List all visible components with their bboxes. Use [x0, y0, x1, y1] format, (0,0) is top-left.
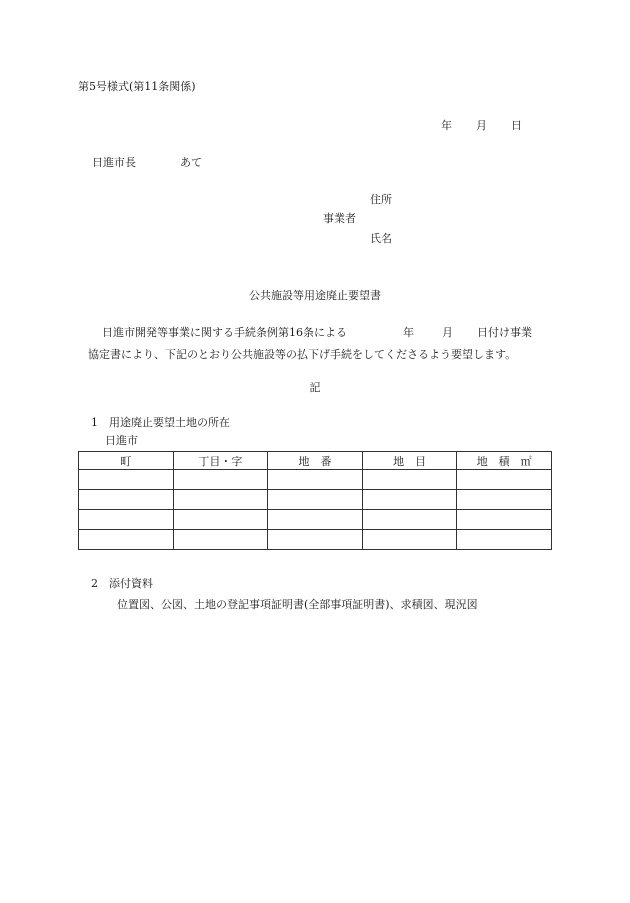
land-table — [78, 451, 552, 550]
table-cell[interactable] — [457, 470, 552, 490]
table-cell[interactable] — [79, 490, 174, 510]
ki-heading: 記 — [309, 381, 321, 394]
address-label: 住所 — [370, 193, 392, 206]
header-chome: 丁目・字 — [173, 452, 268, 470]
header-land-area: 地 積 ㎡ — [457, 452, 552, 470]
table-cell[interactable] — [362, 490, 457, 510]
section-1-heading: 1 用途廃止要望土地の所在 — [91, 416, 230, 429]
table-cell[interactable] — [362, 510, 457, 530]
table-cell[interactable] — [457, 510, 552, 530]
table-cell[interactable] — [362, 530, 457, 550]
table-header-row — [79, 452, 552, 470]
date-line — [441, 119, 522, 133]
table-cell[interactable] — [362, 470, 457, 490]
date-month: 月 — [476, 119, 487, 132]
table-cell[interactable] — [268, 470, 363, 490]
table-cell[interactable] — [457, 530, 552, 550]
addressee-name: 日進市長 — [92, 156, 136, 169]
table-cell[interactable] — [173, 530, 268, 550]
table-cell[interactable] — [268, 530, 363, 550]
table-cell[interactable] — [457, 490, 552, 510]
section-2-heading: 2 添付資料 — [91, 577, 153, 590]
body-text — [88, 322, 532, 366]
header-land-category: 地 目 — [362, 452, 457, 470]
table-cell[interactable] — [268, 490, 363, 510]
table-cell[interactable] — [79, 510, 174, 530]
table-cell[interactable] — [173, 470, 268, 490]
table-cell[interactable] — [268, 510, 363, 530]
body-line-1: 日進市開発等事業に関する手続条例第16条による 年 月 日付け事業 — [102, 326, 532, 339]
body-line-2: 協定書により、下記のとおり公共施設等の払下げ手続をしてくださるよう要望します。 — [88, 348, 517, 361]
business-label: 事業者 — [323, 212, 356, 225]
form-number: 第5号様式(第11条関係) — [78, 80, 196, 93]
date-year: 年 — [441, 119, 452, 132]
table-row — [79, 530, 552, 550]
section-1-city: 日進市 — [105, 434, 138, 447]
header-lot-number: 地 番 — [268, 452, 363, 470]
table-row — [79, 510, 552, 530]
table-row — [79, 490, 552, 510]
date-day: 日 — [511, 119, 522, 132]
name-label: 氏名 — [370, 232, 392, 245]
section-2-content: 位置図、公図、土地の登記事項証明書(全部事項証明書)、求積図、現況図 — [117, 598, 478, 611]
table-cell[interactable] — [173, 510, 268, 530]
table-cell[interactable] — [79, 470, 174, 490]
table-cell[interactable] — [79, 530, 174, 550]
header-town: 町 — [79, 452, 174, 470]
addressee — [92, 156, 202, 170]
addressee-suffix: あて — [180, 156, 202, 169]
table-cell[interactable] — [173, 490, 268, 510]
document-title: 公共施設等用途廃止要望書 — [249, 289, 381, 302]
table-row — [79, 470, 552, 490]
